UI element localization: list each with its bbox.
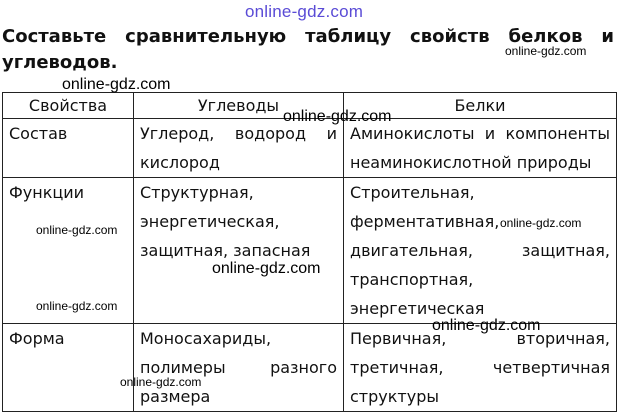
watermark: online-gdz.com <box>36 299 118 313</box>
cell-line: энергетическая, <box>140 212 280 231</box>
watermark: online-gdz.com <box>212 260 321 277</box>
cell-line: полимеры разного <box>140 358 337 377</box>
cell-line: ферментативная, <box>350 212 500 231</box>
cell-line: Моносахариды, <box>140 329 272 348</box>
cell-line: Первичная, вторичная, <box>350 329 610 348</box>
cell-line: Углерод, водород и <box>140 124 337 143</box>
watermark: online-gdz.com <box>505 44 587 58</box>
cell-line: двигательная, защитная, <box>350 241 610 260</box>
table-row <box>3 324 617 412</box>
watermark: online-gdz.com <box>62 76 171 93</box>
comparison-table <box>2 92 617 412</box>
table-row <box>3 119 617 178</box>
cell-line: Аминокислоты и компоненты <box>350 124 610 143</box>
carbs-cell <box>134 178 344 324</box>
watermark: online-gdz.com <box>432 317 541 334</box>
cell-line: защитная, запасная <box>140 241 311 260</box>
carbs-cell <box>134 119 344 178</box>
cell-line: размера <box>140 387 211 406</box>
header-carbohydrates: Углеводы <box>134 93 344 119</box>
proteins-cell <box>344 119 617 178</box>
cell-line: кислород <box>140 153 220 172</box>
header-properties: Свойства <box>3 93 134 119</box>
cell-line: структуры <box>350 387 439 406</box>
proteins-cell <box>344 178 617 324</box>
watermark: online-gdz.com <box>120 375 202 389</box>
watermark-top: online-gdz.com <box>245 2 364 21</box>
property-cell: Функции <box>3 178 134 324</box>
cell-line: третичная, четвертичная <box>350 358 610 377</box>
carbs-cell <box>134 324 344 412</box>
cell-line: неаминокислотной природы <box>350 153 592 172</box>
task-title: Составьте сравнительную таблицу свойств белков и углеводов. <box>2 26 614 73</box>
header-proteins: Белки <box>344 93 617 119</box>
cell-line: Строительная, <box>350 183 475 202</box>
cell-line: транспортная, <box>350 270 474 289</box>
property-cell: Форма <box>3 324 134 412</box>
cell-line: энергетическая <box>350 299 485 318</box>
watermark: online-gdz.com <box>283 108 392 125</box>
watermark: online-gdz.com <box>500 216 582 230</box>
cell-line: Структурная, <box>140 183 254 202</box>
watermark: online-gdz.com <box>36 223 118 237</box>
property-cell: Состав <box>3 119 134 178</box>
proteins-cell <box>344 324 617 412</box>
